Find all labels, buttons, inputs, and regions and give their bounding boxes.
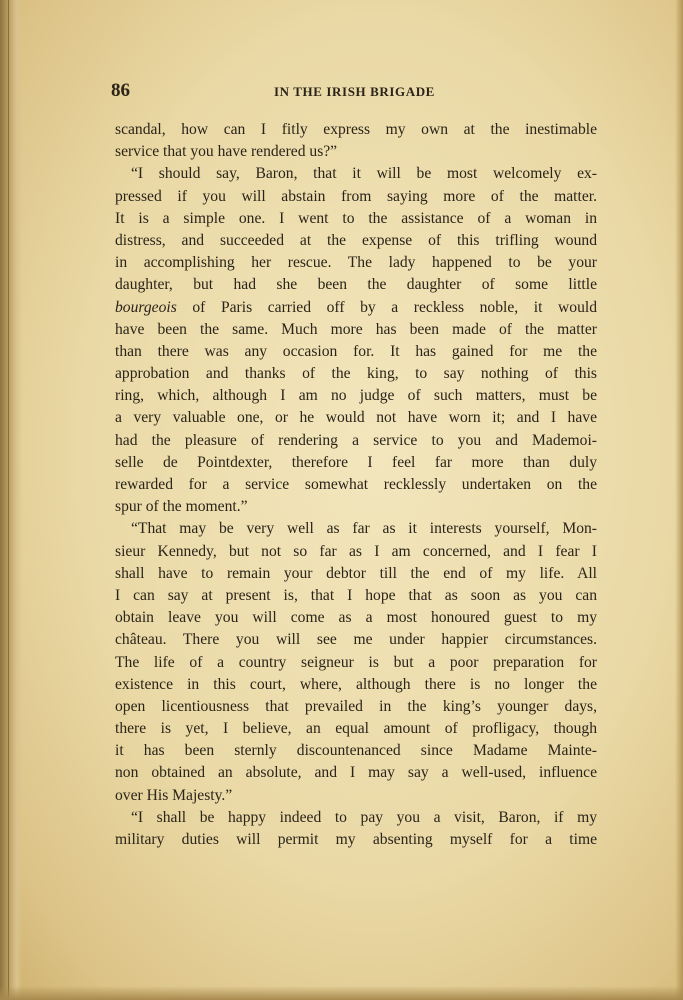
page-spine-shadow	[0, 0, 22, 1000]
text-line	[115, 297, 597, 319]
text-line: it has been sternly discountenanced since Madame Mainte-	[115, 742, 597, 760]
italic-word: bourgeois	[115, 298, 177, 316]
text-line: open licentiousness that prevailed in the king’s younger days,	[115, 697, 597, 715]
text-line: non obtained an absolute, and I may say a well-used, influence	[115, 764, 597, 782]
text-line: military duties will permit my absenting myself for a time	[115, 831, 597, 848]
text-segment: of Paris carried off by a reckless noble, it would	[176, 298, 597, 316]
running-head: IN THE IRISH BRIGADE	[274, 84, 435, 99]
text-line: service that you have rendered us?”	[115, 143, 338, 161]
text-line: daughter, but had she been the daughter of some little	[115, 276, 597, 294]
text-line: there is yet, I believe, an equal amount of profligacy, though	[115, 720, 597, 738]
text-line: sieur Kennedy, but not so far as I am concerned, and I fear I	[115, 542, 597, 560]
text-line: château. There you will see me under happier circumstances.	[115, 631, 597, 649]
text-line: obtain leave you will come as a most honoured guest to my	[115, 609, 597, 627]
text-line: “I should say, Baron, that it will be most welcomely ex-	[131, 165, 597, 183]
text-line: The life of a country seigneur is but a poor preparation for	[115, 653, 597, 671]
text-line: in accomplishing her rescue. The lady happened to be your	[115, 254, 597, 272]
page-binding-line	[8, 0, 9, 1000]
page-right-edge	[675, 0, 683, 1000]
text-line: had the pleasure of rendering a service to you and Mademoi-	[115, 431, 597, 449]
text-line: distress, and succeeded at the expense of this trifling wound	[115, 231, 597, 249]
text-line: pressed if you will abstain from saying more of the matter.	[115, 187, 597, 205]
text-line: “That may be very well as far as it interests yourself, Mon-	[131, 520, 597, 538]
page-bottom-edge	[0, 986, 683, 1000]
text-line: “I shall be happy indeed to pay you a visit, Baron, if my	[131, 808, 597, 826]
text-line: spur of the moment.”	[115, 498, 248, 516]
text-line: ring, which, although I am no judge of such matters, must be	[115, 387, 597, 405]
text-line: selle de Pointdexter, therefore I feel far more than duly	[115, 453, 597, 471]
page-number: 86	[111, 80, 130, 101]
text-line: than there was any occasion for. It has gained for me the	[115, 342, 597, 360]
text-line: approbation and thanks of the king, to say nothing of this	[115, 365, 597, 383]
text-line: have been the same. Much more has been made of the matter	[115, 320, 597, 338]
text-line: over His Majesty.”	[115, 786, 233, 804]
text-line: existence in this court, where, although there is no longer the	[115, 675, 597, 693]
text-line: a very valuable one, or he would not have worn it; and I have	[115, 409, 597, 427]
text-line: rewarded for a service somewhat recklessly undertaken on the	[115, 476, 597, 493]
text-line: scandal, how can I fitly express my own at the inestimable	[115, 121, 597, 138]
page-header	[111, 80, 598, 106]
text-line: I can say at present is, that I hope that as soon as you can	[115, 586, 597, 604]
body-text	[115, 119, 597, 851]
text-line: shall have to remain your debtor till the end of my life. All	[115, 564, 597, 582]
text-line: It is a simple one. I went to the assistance of a woman in	[115, 209, 597, 227]
